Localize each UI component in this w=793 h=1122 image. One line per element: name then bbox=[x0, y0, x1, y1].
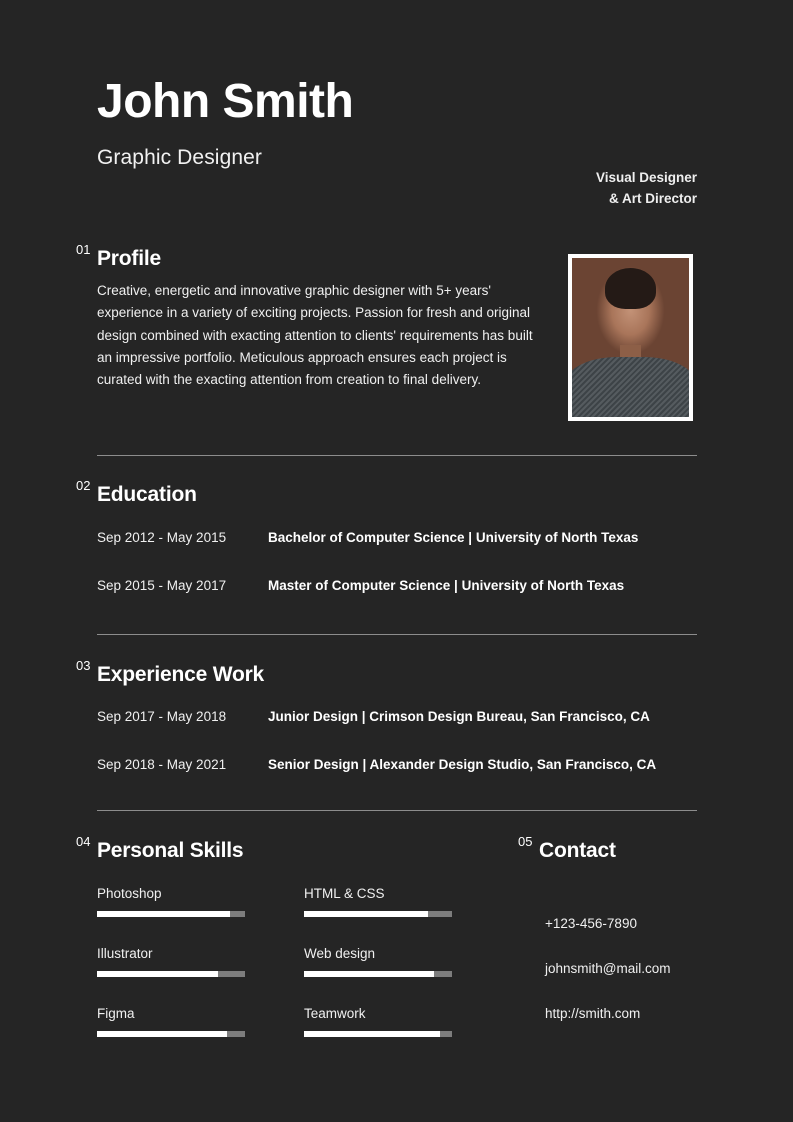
portrait-image bbox=[572, 258, 689, 417]
skill-label: HTML & CSS bbox=[304, 886, 385, 901]
contact-phone[interactable]: +123-456-7890 bbox=[545, 916, 637, 931]
contact-email[interactable]: johnsmith@mail.com bbox=[545, 961, 671, 976]
education-detail: Bachelor of Computer Science | University of North Texas bbox=[268, 530, 639, 545]
divider-3 bbox=[97, 810, 697, 811]
contact-section-title: Contact bbox=[539, 839, 616, 862]
avatar bbox=[568, 254, 693, 421]
education-heading bbox=[76, 478, 717, 508]
skill-bar-fill bbox=[97, 971, 218, 977]
skills-section-title: Personal Skills bbox=[97, 839, 244, 862]
skill-bar-fill bbox=[304, 971, 434, 977]
header-tagline bbox=[487, 168, 697, 210]
skill-label: Illustrator bbox=[97, 946, 153, 961]
contact-heading bbox=[518, 834, 738, 864]
experience-detail: Senior Design | Alexander Design Studio, San Francisco, CA bbox=[268, 757, 657, 772]
list-item bbox=[76, 578, 717, 608]
experience-section-number: 03 bbox=[76, 658, 91, 673]
skills-column-left bbox=[97, 886, 245, 1066]
job-title: Graphic Designer bbox=[97, 146, 263, 169]
skill-bar-track bbox=[304, 971, 452, 977]
skill-label: Web design bbox=[304, 946, 376, 961]
skill-item bbox=[304, 946, 452, 977]
page-title: John Smith bbox=[97, 75, 354, 128]
skill-label: Photoshop bbox=[97, 886, 162, 901]
skill-bar-track bbox=[97, 971, 245, 977]
contact-website[interactable]: http://smith.com bbox=[545, 1006, 641, 1021]
experience-detail: Junior Design | Crimson Design Bureau, San Francisco, CA bbox=[268, 709, 650, 724]
skill-item bbox=[304, 886, 452, 917]
skill-bar-track bbox=[97, 1031, 245, 1037]
section-contact bbox=[518, 834, 738, 1051]
education-section-title: Education bbox=[97, 483, 197, 506]
portrait-shirt bbox=[568, 357, 693, 421]
list-item bbox=[76, 530, 717, 560]
skill-item bbox=[97, 1006, 245, 1037]
skill-bar-fill bbox=[304, 911, 428, 917]
section-skills bbox=[76, 834, 496, 1021]
profile-section-title: Profile bbox=[97, 247, 161, 270]
skill-bar-track bbox=[304, 911, 452, 917]
divider-2 bbox=[97, 634, 697, 635]
contact-section-number: 05 bbox=[518, 834, 533, 849]
profile-section-number: 01 bbox=[76, 242, 91, 257]
contact-list bbox=[545, 916, 738, 1021]
experience-section-title: Experience Work bbox=[97, 663, 265, 686]
skills-column-right bbox=[304, 886, 452, 1066]
skill-bar-fill bbox=[97, 1031, 227, 1037]
education-date: Sep 2012 - May 2015 bbox=[97, 530, 227, 545]
skill-bar-track bbox=[304, 1031, 452, 1037]
skill-item bbox=[97, 946, 245, 977]
skill-bar-track bbox=[97, 911, 245, 917]
education-detail: Master of Computer Science | University of North Texas bbox=[268, 578, 625, 593]
skill-item bbox=[304, 1006, 452, 1037]
profile-body-text: Creative, energetic and innovative graphic designer with 5+ years' experience in a variety of exciting projects. Passion for fresh and original design combined with exacting attention to clients' requirements has built an impressive portfolio. Meticulous approach ensures each project is curated with the exacting attention from creation to final delivery. bbox=[97, 283, 533, 388]
skill-bar-fill bbox=[304, 1031, 440, 1037]
experience-date: Sep 2017 - May 2018 bbox=[97, 709, 227, 724]
skill-bar-fill bbox=[97, 911, 230, 917]
section-profile bbox=[76, 242, 717, 388]
section-education bbox=[76, 478, 717, 608]
header bbox=[97, 75, 697, 206]
tagline-line-2: & Art Director bbox=[608, 190, 697, 206]
list-item bbox=[76, 709, 717, 739]
portrait-hair bbox=[605, 268, 656, 309]
divider-1 bbox=[97, 455, 697, 456]
experience-date: Sep 2018 - May 2021 bbox=[97, 757, 227, 772]
section-experience bbox=[76, 658, 717, 787]
tagline-line-1: Visual Designer bbox=[595, 170, 697, 185]
skills-heading bbox=[76, 834, 496, 864]
experience-heading bbox=[76, 658, 717, 688]
education-date: Sep 2015 - May 2017 bbox=[97, 578, 227, 593]
skill-item bbox=[97, 886, 245, 917]
skills-section-number: 04 bbox=[76, 834, 91, 849]
skill-label: Figma bbox=[97, 1006, 135, 1021]
list-item bbox=[76, 757, 717, 787]
education-section-number: 02 bbox=[76, 478, 91, 493]
skill-label: Teamwork bbox=[304, 1006, 366, 1021]
